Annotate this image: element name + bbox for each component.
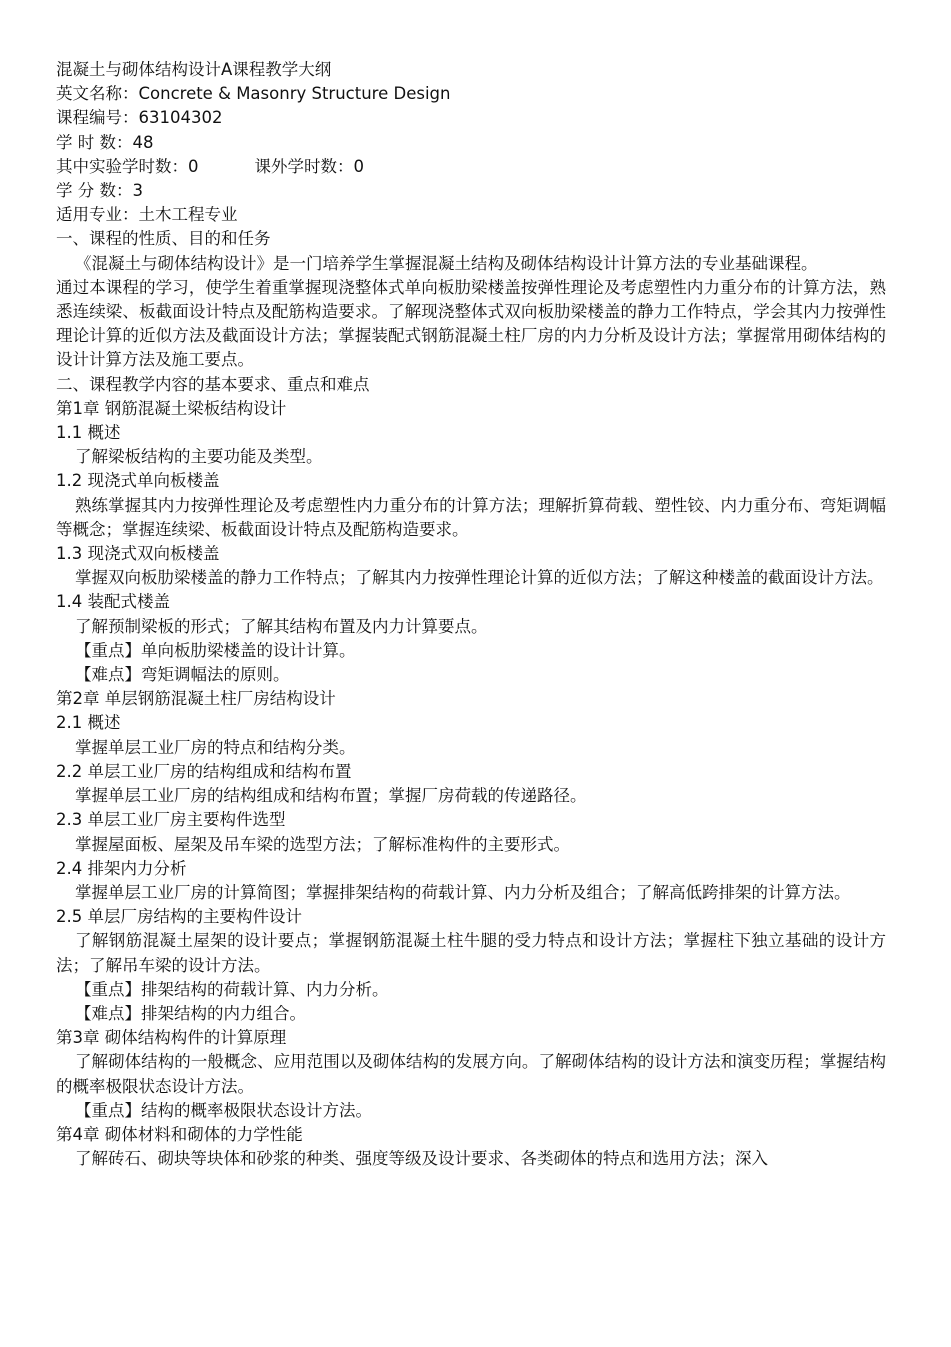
- subsection-title: 2.1 概述: [56, 713, 121, 733]
- paragraph: 通过本课程的学习，使学生着重掌握现浇整体式单向板肋梁楼盖按弹性理论及考虑塑性内力重分布的计算方法，熟悉连续梁、板截面设计特点及配筋构造要求。了解现浇整体式双向板肋梁楼盖的静力工作特点，学会其内力按弹性理论计算的近似方法及截面设计方法；掌握装配式钢筋混凝土柱厂房的内力分析及设计方法；掌握常用砌体结构的设计计算方法及施工要点。: [56, 277, 886, 370]
- paragraph: 了解梁板结构的主要功能及类型。: [74, 447, 323, 467]
- class-hours: 学 时 数：48: [56, 132, 154, 152]
- chapter-title: 第1章 钢筋混凝土梁板结构设计: [56, 398, 287, 418]
- subsection-title: 1.3 现浇式双向板楼盖: [56, 544, 220, 564]
- paragraph: 了解砌体结构的一般概念、应用范围以及砌体结构的发展方向。了解砌体结构的设计方法和演变历程；掌握结构的概率极限状态设计方法。: [56, 1052, 886, 1096]
- hours-row: [56, 155, 886, 179]
- paragraph: 了解预制梁板的形式；了解其结构布置及内力计算要点。: [74, 616, 488, 636]
- paragraph: 熟练掌握其内力按弹性理论及考虑塑性内力重分布的计算方法；理解折算荷载、塑性铰、内力重分布、弯矩调幅等概念；掌握连续梁、板截面设计特点及配筋构造要求。: [56, 495, 886, 539]
- applicable-major: 适用专业：土木工程专业: [56, 205, 238, 225]
- key-point: 【重点】单向板肋梁楼盖的设计计算。: [74, 640, 356, 660]
- paragraph: 掌握单层工业厂房的计算简图；掌握排架结构的荷载计算、内力分析及组合；了解高低跨排架的计算方法。: [74, 882, 851, 902]
- subsection-title: 2.3 单层工业厂房主要构件选型: [56, 810, 286, 830]
- course-code: 课程编号：63104302: [56, 108, 223, 128]
- lab-hours: 其中实验学时数：0: [56, 156, 199, 176]
- section-heading: 一、课程的性质、目的和任务: [56, 229, 271, 249]
- section-heading: 二、课程教学内容的基本要求、重点和难点: [56, 374, 370, 394]
- syllabus-document: [56, 58, 886, 1171]
- extra-hours: 课外学时数：0: [254, 156, 364, 176]
- chapter-title: 第4章 砌体材料和砌体的力学性能: [56, 1124, 303, 1144]
- subsection-title: 1.1 概述: [56, 423, 121, 443]
- subsection-title: 1.2 现浇式单向板楼盖: [56, 471, 220, 491]
- paragraph: 掌握单层工业厂房的特点和结构分类。: [74, 737, 356, 757]
- english-name: 英文名称：Concrete & Masonry Structure Design: [56, 84, 451, 104]
- credits: 学 分 数：3: [56, 181, 143, 201]
- paragraph: 了解砖石、砌块等块体和砂浆的种类、强度等级及设计要求、各类砌体的特点和选用方法；深入: [74, 1149, 768, 1169]
- key-point: 【重点】结构的概率极限状态设计方法。: [74, 1100, 372, 1120]
- key-point: 【重点】排架结构的荷载计算、内力分析。: [74, 979, 389, 999]
- subsection-title: 2.4 排架内力分析: [56, 858, 187, 878]
- difficult-point: 【难点】排架结构的内力组合。: [74, 1003, 306, 1023]
- paragraph: 掌握双向板肋梁楼盖的静力工作特点；了解其内力按弹性理论计算的近似方法；了解这种楼盖的截面设计方法。: [74, 568, 884, 588]
- paragraph: 掌握屋面板、屋架及吊车梁的选型方法；了解标准构件的主要形式。: [74, 834, 570, 854]
- subsection-title: 2.2 单层工业厂房的结构组成和结构布置: [56, 761, 352, 781]
- paragraph: 《混凝土与砌体结构设计》是一门培养学生掌握混凝土结构及砌体结构设计计算方法的专业基础课程。: [74, 253, 818, 273]
- paragraph: 了解钢筋混凝土屋架的设计要点；掌握钢筋混凝土柱牛腿的受力特点和设计方法；掌握柱下独立基础的设计方法；了解吊车梁的设计方法。: [56, 931, 886, 975]
- subsection-title: 2.5 单层厂房结构的主要构件设计: [56, 907, 302, 927]
- difficult-point: 【难点】弯矩调幅法的原则。: [74, 665, 290, 685]
- subsection-title: 1.4 装配式楼盖: [56, 592, 170, 612]
- paragraph: 掌握单层工业厂房的结构组成和结构布置；掌握厂房荷载的传递路径。: [74, 786, 587, 806]
- document-title: 混凝土与砌体结构设计A课程教学大纲: [56, 60, 332, 79]
- chapter-title: 第3章 砌体结构构件的计算原理: [56, 1028, 287, 1048]
- chapter-title: 第2章 单层钢筋混凝土柱厂房结构设计: [56, 689, 336, 709]
